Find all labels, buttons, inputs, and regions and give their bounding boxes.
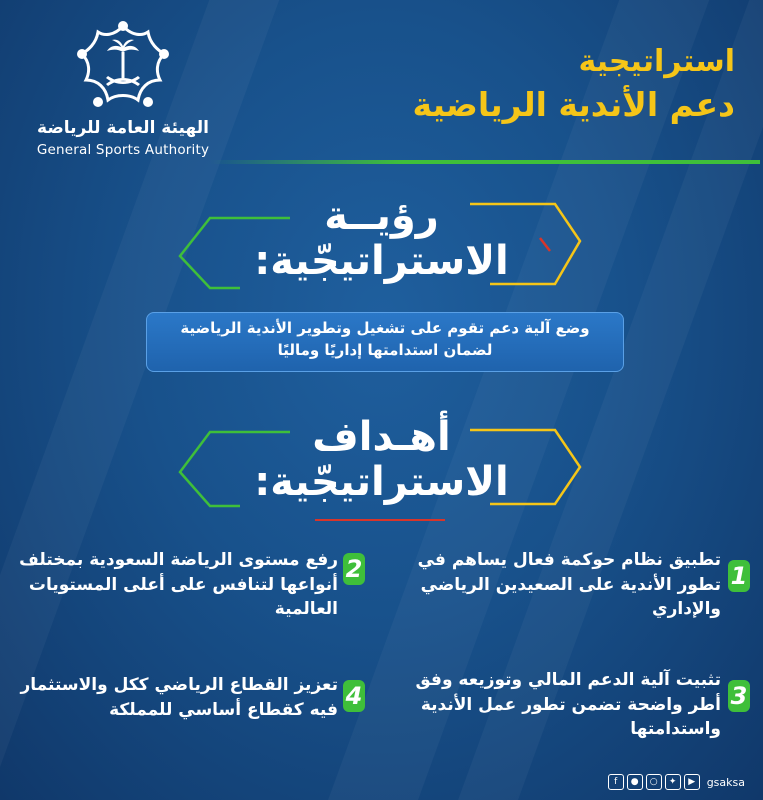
goal-number-badge: 3 xyxy=(728,680,750,712)
goal-item-3 xyxy=(381,668,721,742)
logo-name-arabic: الهيئة العامة للرياضة xyxy=(37,118,209,138)
goal-3-line-3: واستدامتها xyxy=(630,719,721,740)
goal-3-line-2: أطر واضحة تضمن تطور عمل الأندية xyxy=(420,694,721,715)
goal-item-2 xyxy=(8,548,338,622)
vision-heading-word: رؤيــة xyxy=(324,193,439,239)
facebook-icon[interactable]: f xyxy=(608,774,624,790)
social-handle[interactable]: gsaksa xyxy=(706,775,745,789)
goals-heading-subtitle: الاستراتيجّية: xyxy=(254,459,509,505)
goals-heading-word: أهـداف xyxy=(312,414,451,460)
goal-1-line-2: تطور الأندية على الصعيدين الرياضي xyxy=(420,574,721,595)
goal-number-badge: 4 xyxy=(343,680,365,712)
palm-and-swords-emblem-icon xyxy=(76,18,170,112)
vision-heading xyxy=(0,194,763,284)
goal-1-line-1: تطبيق نظام حوكمة فعال يساهم في xyxy=(417,550,721,570)
goal-item-1 xyxy=(381,548,721,622)
social-links xyxy=(608,774,745,790)
goal-number-badge: 2 xyxy=(343,553,365,585)
goal-1-line-3: والإداري xyxy=(652,599,721,620)
goal-2-line-1: رفع مستوى الرياضة السعودية بمختلف xyxy=(19,550,338,570)
vision-text-line-1: وضع آلية دعم تقوم على تشغيل وتطوير الأندية الرياضية xyxy=(180,319,590,337)
vision-statement-box xyxy=(146,312,624,372)
goal-4-line-2: فيه كقطاع أساسي للمملكة xyxy=(109,699,338,720)
title-line-2: دعم الأندية الرياضية xyxy=(412,84,735,124)
page-title xyxy=(413,42,735,127)
youtube-icon[interactable]: ▶ xyxy=(684,774,700,790)
goal-number-badge: 1 xyxy=(728,560,750,592)
instagram-icon[interactable]: ○ xyxy=(646,774,662,790)
logo-name-english: General Sports Authority xyxy=(36,142,210,158)
goal-3-line-1: تثبيت آلية الدعم المالي وتوزيعه وفق xyxy=(415,670,721,690)
goal-2-line-2: أنواعها لتنافس على أعلى المستويات xyxy=(28,574,338,595)
snapchat-icon[interactable]: ● xyxy=(627,774,643,790)
title-divider xyxy=(210,160,760,164)
goal-4-line-1: تعزيز القطاع الرياضي ككل والاستثمار xyxy=(20,675,338,695)
vision-text-line-2: لضمان استدامتها إداريًا وماليًا xyxy=(277,340,493,359)
twitter-icon[interactable]: ✦ xyxy=(665,774,681,790)
goals-heading xyxy=(0,415,763,505)
goal-2-line-3: العالمية xyxy=(274,599,338,620)
gsa-logo xyxy=(28,18,218,168)
goal-item-4 xyxy=(8,673,338,722)
title-line-1: استراتيجية xyxy=(578,44,735,79)
vision-heading-subtitle: الاستراتيجّية: xyxy=(254,238,509,284)
